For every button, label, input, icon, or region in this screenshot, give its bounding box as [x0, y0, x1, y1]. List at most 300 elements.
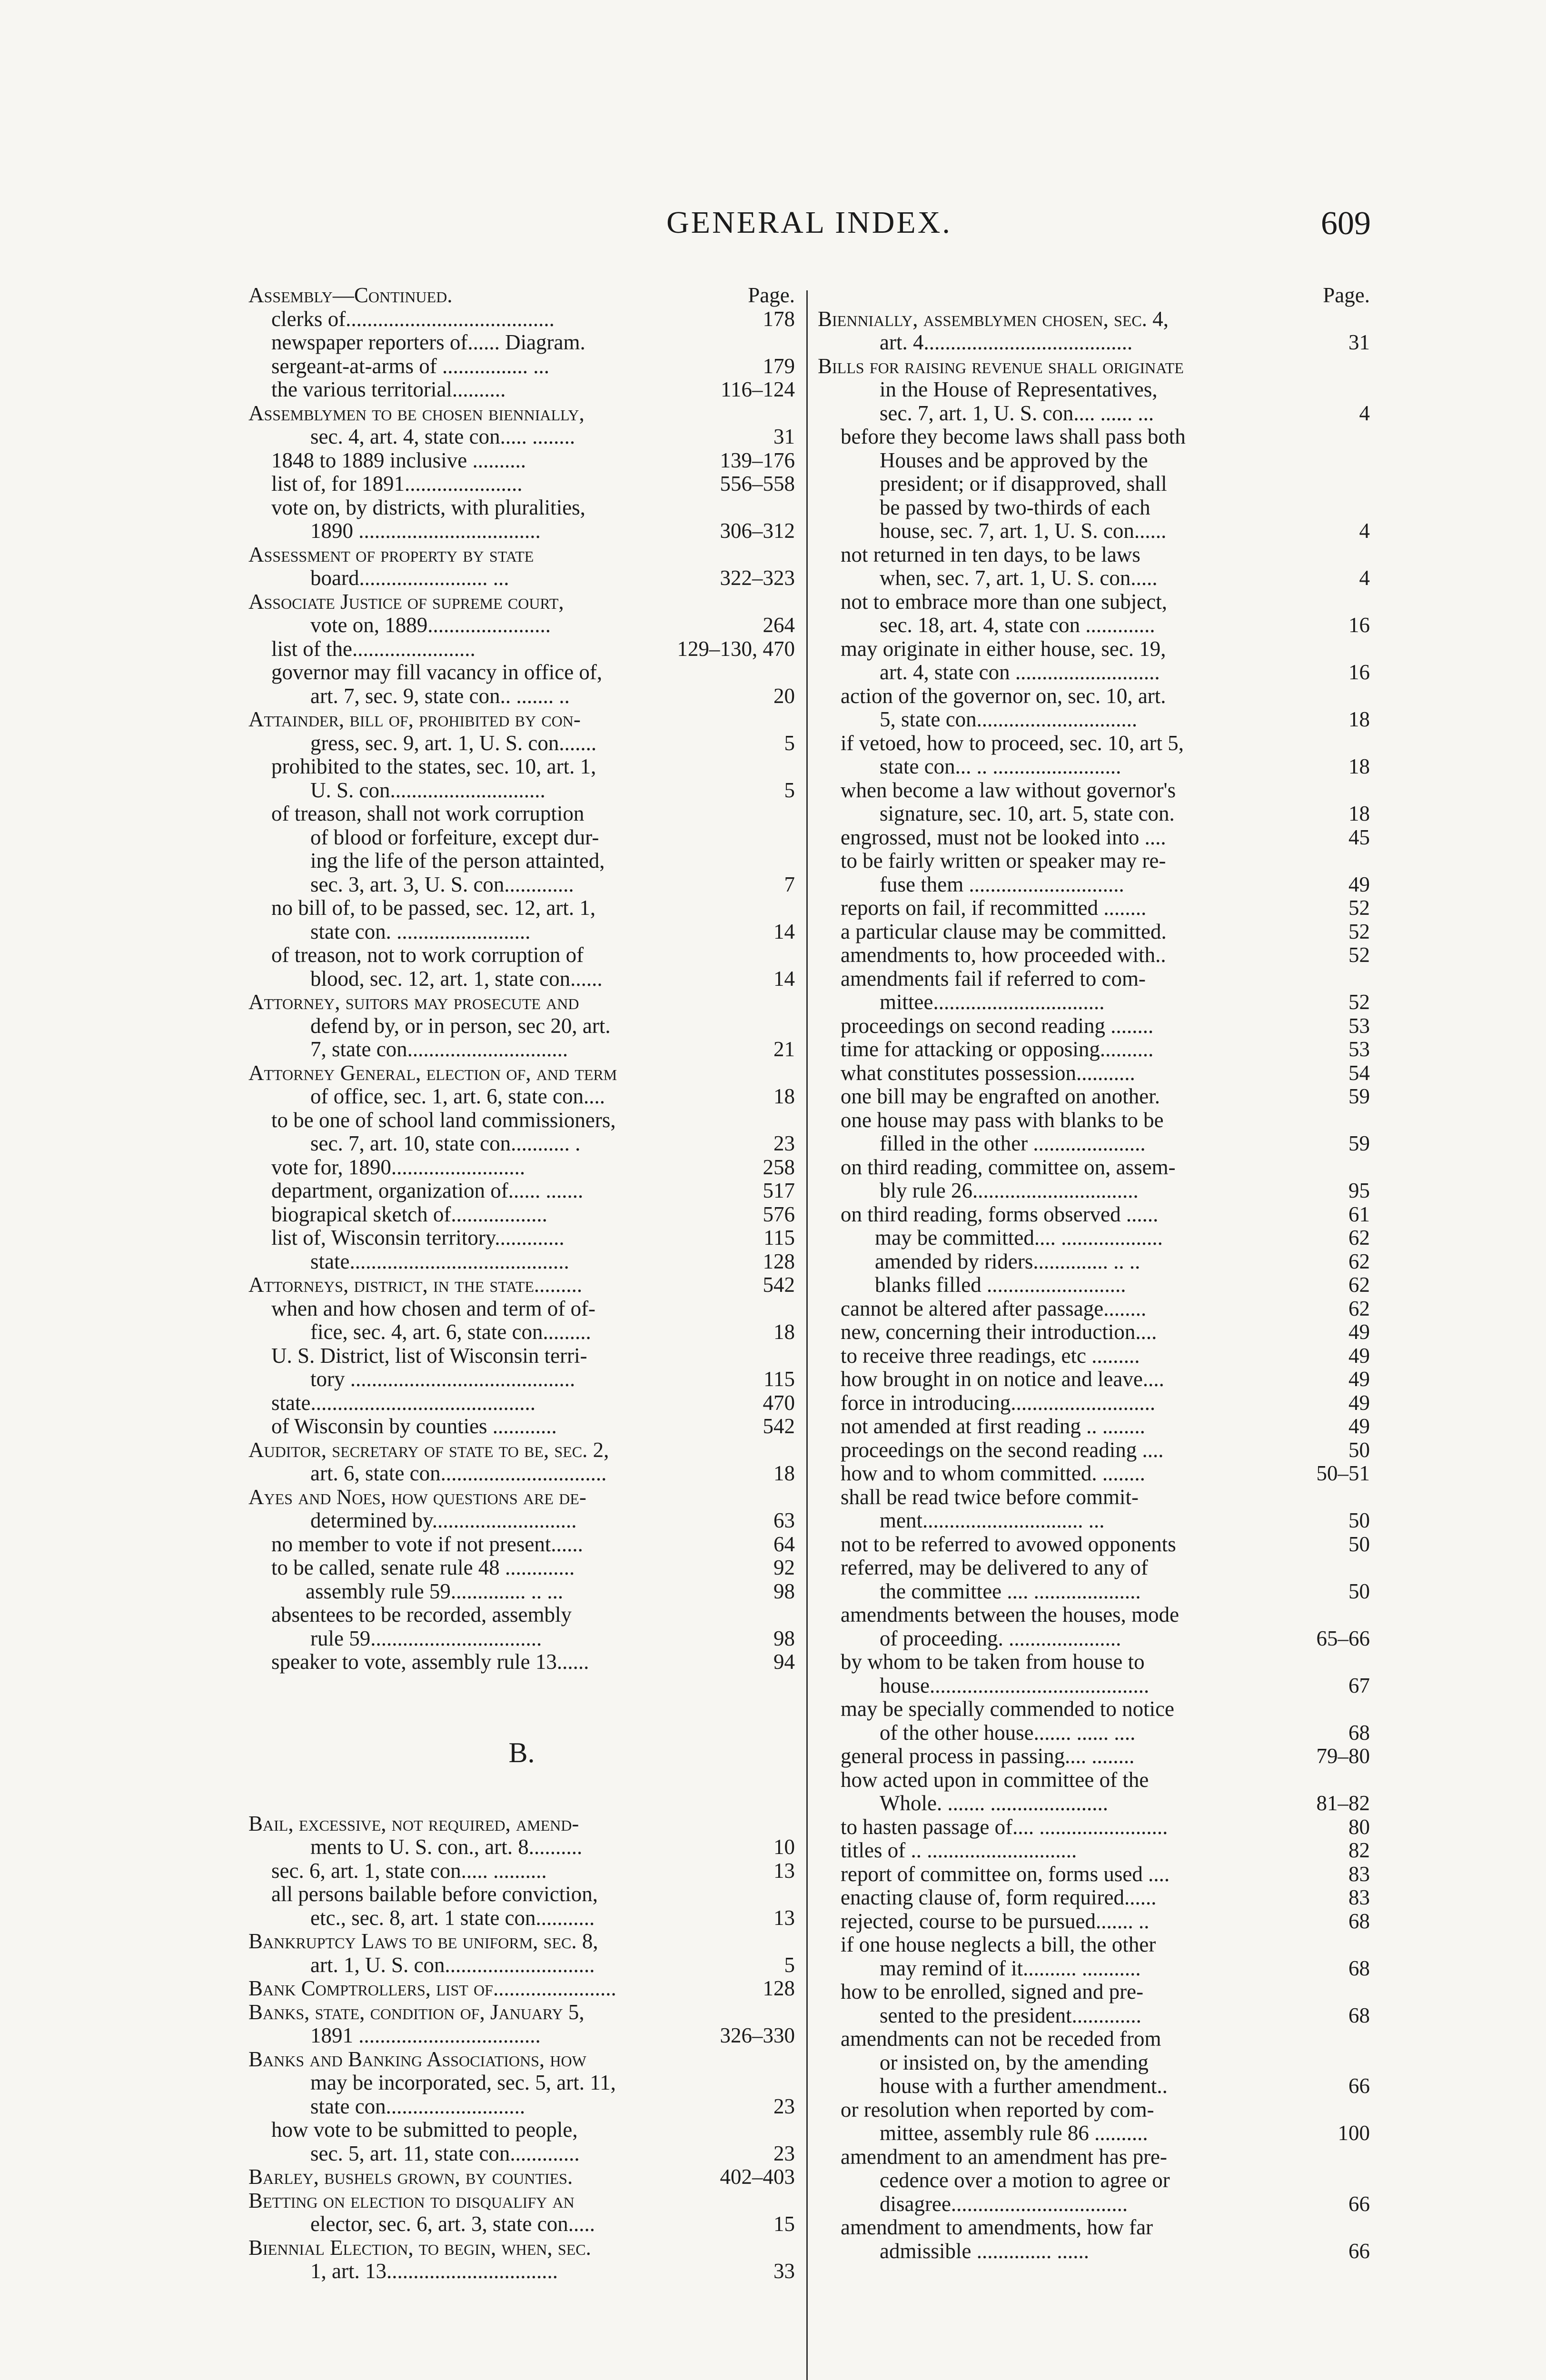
entry-page: 13: [773, 1905, 795, 1930]
page-title: GENERAL INDEX.: [666, 205, 952, 240]
entry-text: prohibited to the states, sec. 10, art. 1,: [271, 755, 596, 778]
index-entry: [818, 802, 1370, 826]
entry-text: state..........................................: [271, 1391, 535, 1415]
entry-text: sergeant-at-arms of ................ ...: [271, 354, 550, 378]
index-entry: [818, 1910, 1370, 1934]
index-entry: [248, 1859, 795, 1883]
entry-text: blood, sec. 12, art. 1, state con......: [310, 967, 603, 991]
entry-page: 62: [1348, 1249, 1370, 1273]
index-entry: [818, 1415, 1370, 1438]
index-entry: [248, 2236, 795, 2260]
entry-text: Assembly—Continued.: [248, 284, 453, 307]
index-entry: [248, 1132, 795, 1156]
entry-page: 116–124: [721, 377, 795, 401]
entry-text: U. S. District, list of Wisconsin terri-: [271, 1344, 587, 1368]
entry-text: newspaper reporters of...... Diagram.: [271, 331, 585, 354]
entry-page: 322–323: [720, 566, 795, 590]
entry-text: amendment to an amendment has pre-: [841, 2145, 1168, 2169]
index-entry: [248, 826, 795, 850]
index-entry: [818, 1768, 1370, 1792]
entry-text: one house may pass with blanks to be: [841, 1108, 1164, 1132]
index-entry: [818, 1509, 1370, 1533]
index-entry: [818, 661, 1370, 684]
index-entry: [248, 1038, 795, 1061]
index-entry: [248, 1812, 795, 1836]
entry-text: governor may fill vacancy in office of,: [271, 661, 603, 684]
entry-page: 52: [1348, 943, 1370, 967]
index-entry: [248, 1226, 795, 1250]
entry-page: 98: [773, 1626, 795, 1650]
entry-page: 33: [773, 2259, 795, 2283]
entry-page: 18: [773, 1320, 795, 1344]
index-entry: [248, 543, 795, 567]
index-entry: [248, 1179, 795, 1203]
index-entry: [248, 637, 795, 661]
entry-page: 4: [1359, 401, 1370, 425]
index-entry: [248, 1156, 795, 1180]
entry-page: 94: [773, 1650, 795, 1674]
entry-page: 49: [1348, 1367, 1370, 1391]
entry-text: gress, sec. 9, art. 1, U. S. con.......: [310, 731, 597, 755]
index-entry: [818, 1745, 1370, 1768]
entry-text: Banks, state, condition of, January 5,: [248, 2000, 585, 2024]
entry-text: house with a further amendment..: [880, 2074, 1168, 2098]
index-entry: [818, 2216, 1370, 2240]
entry-text: no member to vote if not present......: [271, 1532, 583, 1556]
index-entry: [248, 1954, 795, 1977]
index-entry: [248, 1627, 795, 1651]
index-entry: [818, 1273, 1370, 1297]
entry-page: 52: [1348, 896, 1370, 920]
entry-text: how brought in on notice and leave....: [841, 1368, 1164, 1391]
entry-page: 5: [784, 778, 795, 802]
entry-text: absentees to be recorded, assembly: [271, 1603, 572, 1626]
index-entry: [248, 1415, 795, 1438]
entry-text: Biennially, assemblymen chosen, sec. 4,: [818, 307, 1169, 331]
index-entry: [818, 1250, 1370, 1274]
entry-page: 53: [1348, 1013, 1370, 1038]
entry-text: sec. 5, art. 11, state con.............: [310, 2142, 580, 2165]
entry-text: cannot be altered after passage........: [841, 1297, 1147, 1320]
index-entry: [818, 1815, 1370, 1839]
left-entries-b: [248, 1812, 795, 2283]
index-entry: [248, 1977, 795, 2001]
index-entry: [818, 402, 1370, 426]
entry-text: engrossed, must not be looked into ....: [841, 825, 1166, 849]
index-entry: [818, 684, 1370, 708]
index-entry: [818, 1085, 1370, 1109]
entry-text: of blood or forfeiture, except dur-: [310, 825, 599, 849]
column-divider: [806, 290, 808, 2380]
index-entry: [248, 943, 795, 967]
entry-page: 49: [1348, 1390, 1370, 1415]
entry-page: 95: [1348, 1179, 1370, 1202]
entry-text: speaker to vote, assembly rule 13......: [271, 1650, 589, 1674]
entry-text: how to be enrolled, signed and pre-: [841, 1980, 1144, 2003]
entry-page: 53: [1348, 1037, 1370, 1061]
entry-page: 31: [1348, 330, 1370, 354]
index-entry: [248, 708, 795, 732]
entry-text: Attainder, bill of, prohibited by con-: [248, 708, 581, 731]
index-entry: [248, 1085, 795, 1109]
entry-text: not returned in ten days, to be laws: [841, 543, 1140, 566]
entry-text: sec. 7, art. 1, U. S. con.... ...... ...: [880, 401, 1154, 425]
entry-page: 5: [784, 731, 795, 755]
entry-text: of treason, not to work corruption of: [271, 943, 584, 967]
entry-page: 115: [763, 1367, 795, 1391]
index-entry: [818, 943, 1370, 967]
entry-text: may be incorporated, sec. 5, art. 11,: [310, 2071, 616, 2094]
entry-page: 306–312: [720, 519, 795, 543]
index-entry: [248, 2001, 795, 2024]
entry-text: sec. 3, art. 3, U. S. con.............: [310, 873, 574, 896]
index-entry: [818, 1297, 1370, 1321]
entry-page: 68: [1348, 1909, 1370, 1933]
entry-text: by whom to be taken from house to: [841, 1650, 1145, 1674]
index-entry: [818, 331, 1370, 355]
entry-text: elector, sec. 6, art. 3, state con.....: [310, 2212, 595, 2236]
index-entry: [818, 543, 1370, 567]
index-entry: [818, 708, 1370, 732]
index-entry: [818, 2027, 1370, 2051]
entry-text: board........................ ...: [310, 566, 509, 590]
entry-text: amendments to, how proceeded with..: [841, 943, 1166, 967]
entry-page: 115: [763, 1226, 795, 1250]
entry-page: 31: [773, 425, 795, 448]
entry-page: 62: [1348, 1226, 1370, 1250]
entry-page: 18: [1348, 802, 1370, 825]
page-number: 609: [1321, 205, 1371, 242]
entry-text: how vote to be submitted to people,: [271, 2118, 578, 2142]
entry-page: 52: [1348, 990, 1370, 1014]
entry-page: 402–403: [720, 2165, 795, 2189]
index-entry: [818, 1533, 1370, 1557]
entry-text: or resolution when reported by com-: [841, 2098, 1154, 2122]
entry-text: if one house neglects a bill, the other: [841, 1933, 1156, 1956]
entry-page: 5: [784, 1953, 795, 1977]
index-entry: [818, 566, 1370, 590]
entry-page: 64: [773, 1532, 795, 1556]
entry-text: cedence over a motion to agree or: [880, 2169, 1170, 2192]
index-entry: [818, 1132, 1370, 1156]
index-entry: [248, 991, 795, 1014]
entry-text: tory ..........................................: [310, 1368, 575, 1391]
entry-text: state con..........................: [310, 2094, 525, 2118]
entry-text: fuse them .............................: [880, 873, 1124, 896]
entry-text: Biennial Election, to begin, when, sec.: [248, 2236, 591, 2260]
entry-page: 100: [1338, 2121, 1370, 2145]
entry-text: bly rule 26...............................: [880, 1179, 1139, 1202]
entry-page: 50: [1348, 1508, 1370, 1532]
index-entry: [818, 1580, 1370, 1604]
index-entry: [248, 2071, 795, 2095]
index-entry: [248, 2118, 795, 2142]
index-entry: [248, 2212, 795, 2236]
index-entry: [248, 1250, 795, 1274]
entry-page: 129–130, 470: [677, 636, 795, 661]
entry-page: 556–558: [720, 472, 795, 496]
index-entry: [818, 2240, 1370, 2263]
entry-text: sec. 4, art. 4, state con..... ........: [310, 425, 575, 448]
entry-text: amended by riders.............. .. ..: [875, 1250, 1140, 1273]
entry-text: sec. 18, art. 4, state con .............: [880, 614, 1155, 637]
entry-page: 178: [763, 307, 795, 331]
entry-text: department, organization of...... .......: [271, 1179, 584, 1202]
index-entry: [248, 1486, 795, 1509]
entry-text: of Wisconsin by counties ............: [271, 1415, 557, 1438]
index-entry: [818, 1368, 1370, 1391]
entry-text: ment.............................. ...: [880, 1509, 1105, 1532]
index-entry: [818, 1486, 1370, 1509]
entry-page: 82: [1348, 1838, 1370, 1862]
entry-text: Betting on election to disqualify an: [248, 2189, 575, 2212]
entry-page: 49: [1348, 1320, 1370, 1344]
entry-page: 20: [773, 684, 795, 708]
index-entry: [248, 1109, 795, 1132]
page-header: [248, 205, 1371, 248]
entry-page: 66: [1348, 2192, 1370, 2216]
index-entry: [818, 614, 1370, 637]
entry-text: titles of .. ............................: [841, 1839, 1077, 1862]
index-entry: [248, 684, 795, 708]
entry-text: on third reading, forms observed ......: [841, 1202, 1159, 1226]
entry-page: 61: [1348, 1202, 1370, 1226]
index-entry: [248, 566, 795, 590]
entry-page: 92: [773, 1556, 795, 1579]
section-letter-b: B.: [508, 1736, 535, 1768]
entry-text: sented to the president.............: [880, 2003, 1141, 2027]
entry-page: 62: [1348, 1296, 1370, 1320]
index-entry: [818, 590, 1370, 614]
entry-text: be passed by two-thirds of each: [880, 496, 1150, 519]
entry-text: 1890 ..................................: [310, 519, 541, 543]
index-entry: [818, 991, 1370, 1014]
right-column: [818, 284, 1370, 2263]
index-entry: [248, 614, 795, 637]
entry-page: 68: [1348, 1956, 1370, 1980]
index-entry: [818, 1627, 1370, 1651]
entry-page: 264: [763, 613, 795, 637]
index-entry: [248, 967, 795, 991]
index-entry: [818, 1462, 1370, 1486]
index-entry: [248, 2142, 795, 2166]
entry-page: 10: [773, 1835, 795, 1859]
index-entry: [248, 449, 795, 473]
index-entry: [818, 732, 1370, 755]
entry-page: 23: [773, 1131, 795, 1155]
entry-text: disagree.................................: [880, 2192, 1128, 2216]
index-entry: [818, 1226, 1370, 1250]
entry-text: Associate Justice of supreme court,: [248, 590, 564, 614]
entry-text: proceedings on the second reading ....: [841, 1438, 1164, 1462]
entry-page: 13: [773, 1858, 795, 1883]
entry-page: 139–176: [720, 448, 795, 472]
entry-text: if vetoed, how to proceed, sec. 10, art 5,: [841, 731, 1184, 755]
entry-text: in the House of Representatives,: [880, 378, 1158, 401]
index-entry: [248, 920, 795, 944]
entry-text: how acted upon in committee of the: [841, 1768, 1149, 1792]
entry-page: 470: [763, 1390, 795, 1415]
index-entry: [248, 1650, 795, 1674]
entry-text: to be called, senate rule 48 .............: [271, 1556, 575, 1579]
entry-text: the various territorial..........: [271, 378, 506, 401]
entry-page: 98: [773, 1579, 795, 1603]
entry-text: filled in the other .....................: [880, 1132, 1146, 1155]
entry-text: Attorneys, district, in the state.........: [248, 1273, 583, 1297]
entry-text: one bill may be engrafted on another.: [841, 1085, 1160, 1108]
entry-text: Bankruptcy Laws to be uniform, sec. 8,: [248, 1930, 598, 1953]
entry-text: not to be referred to avowed opponents: [841, 1532, 1176, 1556]
entry-page: 18: [773, 1084, 795, 1108]
entry-text: list of, Wisconsin territory.............: [271, 1226, 565, 1250]
entry-text: proceedings on second reading ........: [841, 1014, 1154, 1038]
entry-text: determined by...........................: [310, 1509, 577, 1532]
index-entry: [818, 779, 1370, 803]
entry-page: 576: [763, 1202, 795, 1226]
entry-text: art. 1, U. S. con............................: [310, 1953, 595, 1977]
entry-page: 16: [1348, 613, 1370, 637]
index-entry: [248, 2260, 795, 2283]
index-entry: [818, 1957, 1370, 1981]
entry-text: 7, state con..............................: [310, 1038, 568, 1061]
entry-text: may be committed.... ...................: [875, 1226, 1163, 1250]
index-entry: [818, 2074, 1370, 2098]
entry-page: 67: [1348, 1673, 1370, 1697]
index-entry: [248, 355, 795, 378]
entry-page: 23: [773, 2141, 795, 2165]
entry-text: sec. 7, art. 10, state con........... .: [310, 1132, 581, 1155]
index-entry: [248, 1391, 795, 1415]
entry-text: clerks of.......................................: [271, 307, 555, 331]
entry-page: 7: [784, 872, 795, 896]
entry-text: signature, sec. 10, art. 5, state con.: [880, 802, 1175, 825]
entry-text: Ayes and Noes, how questions are de-: [248, 1485, 586, 1509]
index-entry: [248, 2189, 795, 2213]
index-entry: [818, 2169, 1370, 2192]
index-entry: [818, 967, 1370, 991]
entry-text: shall be read twice before commit-: [841, 1485, 1139, 1509]
index-entry: [818, 2192, 1370, 2216]
entry-text: Houses and be approved by the: [880, 448, 1148, 472]
entry-text: referred, may be delivered to any of: [841, 1556, 1148, 1579]
entry-text: amendment to amendments, how far: [841, 2216, 1153, 2239]
entry-text: may originate in either house, sec. 19,: [841, 637, 1166, 661]
entry-text: time for attacking or opposing..........: [841, 1038, 1154, 1061]
index-entry: [818, 378, 1370, 402]
index-entry: [248, 779, 795, 803]
index-entry: [248, 1580, 795, 1604]
index-entry: [818, 920, 1370, 944]
entry-page: 4: [1359, 519, 1370, 543]
index-entry: [818, 873, 1370, 897]
index-entry: [818, 1839, 1370, 1863]
index-entry: [248, 732, 795, 755]
entry-page: 49: [1348, 872, 1370, 896]
entry-page: 50–51: [1316, 1461, 1370, 1485]
index-entry: [248, 590, 795, 614]
index-entry: [818, 1697, 1370, 1721]
index-entry: [818, 2122, 1370, 2145]
entry-text: biograpical sketch of..................: [271, 1202, 547, 1226]
entry-text: 1, art. 13................................: [310, 2260, 558, 2283]
index-entry: [248, 2048, 795, 2072]
index-entry: [818, 1391, 1370, 1415]
index-entry: [248, 1344, 795, 1368]
index-entry: [248, 755, 795, 779]
entry-text: admissible .............. ......: [880, 2239, 1089, 2263]
entry-page: 62: [1348, 1273, 1370, 1297]
entry-page: 517: [763, 1179, 795, 1202]
entry-page: 15: [773, 2212, 795, 2236]
entry-text: when, sec. 7, art. 1, U. S. con.....: [880, 566, 1158, 590]
entry-text: Barley, bushels grown, by counties.: [248, 2165, 573, 2189]
index-entry: [248, 519, 795, 543]
entry-text: not to embrace more than one subject,: [841, 590, 1168, 614]
entry-text: to be one of school land commissioners,: [271, 1108, 616, 1132]
index-entry: [818, 1179, 1370, 1203]
entry-page: 542: [763, 1273, 795, 1297]
entry-text: reports on fail, if recommitted ........: [841, 896, 1147, 920]
index-entry: [818, 755, 1370, 779]
entry-text: vote on, by districts, with pluralities,: [271, 496, 585, 519]
index-entry: [248, 849, 795, 873]
index-entry: [248, 896, 795, 920]
index-entry: [818, 519, 1370, 543]
index-entry: [818, 1156, 1370, 1180]
index-entry: [818, 1721, 1370, 1745]
entry-text: all persons bailable before conviction,: [271, 1883, 598, 1906]
entry-text: list of, for 1891......................: [271, 472, 523, 496]
index-entry: [248, 2095, 795, 2119]
entry-text: 1891 ..................................: [310, 2024, 541, 2047]
entry-text: to hasten passage of.... ........................: [841, 1815, 1168, 1839]
entry-text: amendments fail if referred to com-: [841, 967, 1146, 991]
entry-text: Auditor, secretary of state to be, sec. 2,: [248, 1438, 609, 1462]
index-entry: [248, 1906, 795, 1930]
index-entry: [818, 2145, 1370, 2169]
entry-page: 16: [1348, 660, 1370, 684]
index-entry: [248, 378, 795, 402]
index-entry: [248, 1273, 795, 1297]
entry-page: 83: [1348, 1862, 1370, 1886]
index-entry: [248, 284, 795, 307]
entry-page: 179: [763, 354, 795, 378]
index-entry: [248, 1883, 795, 1906]
entry-page: 49: [1348, 1414, 1370, 1438]
entry-page: 50: [1348, 1579, 1370, 1603]
entry-text: rejected, course to be pursued....... ..: [841, 1909, 1150, 1933]
entry-page: 14: [773, 919, 795, 943]
entry-text: sec. 6, art. 1, state con..... ..........: [271, 1859, 547, 1883]
entry-text: amendments can not be receded from: [841, 2027, 1161, 2051]
index-entry: [248, 1203, 795, 1227]
entry-page: 59: [1348, 1084, 1370, 1108]
index-entry: [248, 1462, 795, 1486]
index-entry: [818, 496, 1370, 520]
page-column-label: Page.: [1323, 283, 1370, 307]
index-entry: [818, 449, 1370, 473]
entry-page: 79–80: [1316, 1744, 1370, 1768]
index-entry: [818, 425, 1370, 449]
entry-text: action of the governor on, sec. 10, art.: [841, 684, 1166, 708]
entry-text: Bank Comptrollers, list of.......................: [248, 1977, 616, 2000]
index-entry: [818, 896, 1370, 920]
entry-text: Bail, excessive, not required, amend-: [248, 1812, 579, 1835]
entry-page: 66: [1348, 2239, 1370, 2263]
entry-page: 542: [763, 1414, 795, 1438]
index-entry: [818, 1014, 1370, 1038]
entry-page: 21: [773, 1037, 795, 1061]
